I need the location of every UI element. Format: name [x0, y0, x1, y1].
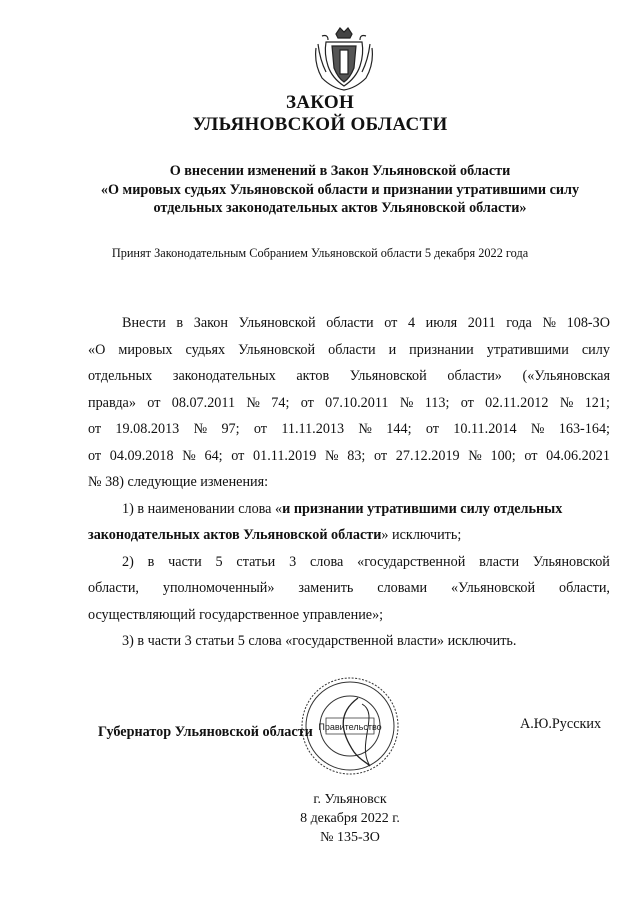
word: №: [325, 447, 339, 464]
subject-line: отдельных законодательных актов Ульяновской области»: [153, 200, 527, 217]
word: №: [182, 447, 196, 464]
adoption-statement: Принят Законодательным Собранием Ульяновской области 5 декабря 2022 года: [111, 246, 529, 260]
word: 02.11.2012: [485, 394, 549, 411]
justified-line: [88, 549, 610, 576]
word: утратившими: [486, 341, 569, 358]
amendment-item-1-cont: [88, 522, 610, 549]
word: 144;: [386, 421, 412, 437]
word: («Ульяновская: [522, 368, 610, 384]
word: 100;: [490, 447, 516, 464]
word: Внести: [122, 315, 166, 331]
word: Ульяновской: [238, 341, 316, 358]
seal-label: Правительство: [318, 722, 382, 732]
signing-place-date: [0, 790, 640, 847]
word: «О: [88, 341, 106, 358]
word: 74;: [271, 394, 290, 411]
justified-line: [88, 416, 610, 443]
word: статьи: [236, 553, 276, 570]
word: в: [176, 315, 184, 331]
word: 10.11.2014: [453, 421, 517, 437]
word: №: [468, 447, 482, 464]
law-body: [88, 310, 610, 655]
justified-line: [88, 310, 610, 337]
word: 64;: [204, 447, 223, 464]
word: 108-ЗО: [566, 315, 610, 331]
word: части: [168, 553, 202, 570]
signing-date: 8 декабря 2022 г.: [300, 811, 400, 826]
word: 11.11.2013: [281, 421, 345, 437]
word: уполномоченный»: [162, 580, 275, 596]
word: области»: [447, 368, 502, 384]
word: области: [328, 341, 376, 358]
law-title: ЗАКОН: [285, 92, 355, 113]
word: 04.09.2018: [109, 447, 174, 464]
word: заменить: [298, 580, 354, 596]
word: от: [374, 447, 388, 464]
word: судьях: [185, 341, 226, 358]
word: отдельных: [88, 368, 153, 384]
word: от: [147, 394, 161, 411]
word: 163-164;: [558, 421, 610, 437]
word: слова: [310, 553, 344, 570]
word: от: [88, 447, 102, 464]
word: Ульяновской: [349, 368, 427, 384]
word: и: [388, 341, 397, 358]
word: в: [147, 553, 155, 570]
word: Ульяновской: [238, 315, 316, 331]
word: 08.07.2011: [171, 394, 236, 411]
word: словами: [377, 580, 428, 596]
word: законодательных: [172, 368, 276, 384]
justified-line: [88, 575, 610, 602]
word: от: [524, 447, 538, 464]
paragraph-last-line: № 38) следующие изменения:: [88, 474, 269, 490]
paragraph-last-line: осуществляющий государственное управление»;: [88, 606, 384, 623]
word: 97;: [221, 421, 240, 437]
subject-line: О внесении изменений в Закон Ульяновской области: [169, 163, 511, 179]
word: июля: [425, 315, 458, 331]
word: мировых: [118, 341, 173, 358]
word: от: [425, 421, 439, 437]
word: власти: [479, 553, 520, 570]
word: области,: [558, 580, 610, 596]
word: 19.08.2013: [115, 421, 180, 437]
word: от: [253, 421, 267, 437]
word: №: [530, 421, 545, 437]
word: актов: [296, 368, 330, 384]
word: области,: [88, 580, 139, 596]
word: 01.11.2019: [253, 447, 317, 464]
word: 27.12.2019: [395, 447, 460, 464]
ulyanovsk-coat-of-arms-icon: [314, 24, 374, 92]
item-1-prefix: 1) в наименовании слова «: [122, 500, 283, 517]
word: 07.10.2011: [325, 394, 389, 411]
word: Ульяновской: [532, 553, 610, 570]
word: силу: [581, 341, 610, 358]
word: 83;: [347, 447, 366, 464]
word: Закон: [193, 315, 228, 331]
law-region-title: УЛЬЯНОВСКОЙ ОБЛАСТИ: [192, 114, 448, 135]
signatory-name: А.Ю.Русских: [520, 716, 602, 732]
justified-line: [88, 363, 610, 390]
word: 121;: [584, 394, 610, 411]
justified-line: [88, 337, 610, 364]
word: «государственной: [357, 553, 466, 570]
word: №: [399, 394, 414, 411]
word: 04.06.2021: [546, 447, 610, 464]
word: от: [231, 447, 245, 464]
justified-line: [88, 443, 610, 470]
word: №: [542, 315, 557, 331]
word: 4: [407, 315, 416, 331]
signatory-position: Губернатор Ульяновской области: [98, 724, 313, 740]
item-1-bold-text: законодательных актов Ульяновской области: [88, 527, 382, 543]
item-1-bold-text: и признании утратившими силу отдельных: [282, 500, 563, 517]
word: №: [358, 421, 372, 437]
signing-city: г. Ульяновск: [313, 792, 387, 807]
word: №: [246, 394, 260, 411]
amendment-item-3: 3) в части 3 статьи 5 слова «государственной власти» исключить.: [122, 633, 517, 649]
word: 113;: [424, 394, 450, 411]
subject-line: «О мировых судьях Ульяновской области и признании утратившими силу: [100, 181, 580, 198]
word: от: [88, 421, 102, 437]
word: 2): [122, 553, 134, 570]
word: от: [300, 394, 314, 411]
word: «Ульяновской: [451, 580, 536, 596]
word: от: [460, 394, 474, 411]
word: от: [384, 315, 398, 331]
word: №: [559, 394, 574, 411]
word: области: [326, 315, 374, 331]
word: правда»: [88, 394, 136, 411]
word: признании: [409, 341, 474, 358]
item-1-suffix: » исключить;: [381, 527, 462, 543]
amendment-item-1: [88, 496, 610, 523]
word: года: [506, 315, 532, 331]
word: 5: [215, 553, 223, 570]
word: №: [193, 421, 208, 437]
word: 2011: [467, 315, 496, 331]
justified-line: [88, 390, 610, 417]
law-subject-heading: [60, 162, 620, 218]
law-number: № 135-ЗО: [320, 830, 380, 845]
word: 3: [289, 553, 297, 570]
